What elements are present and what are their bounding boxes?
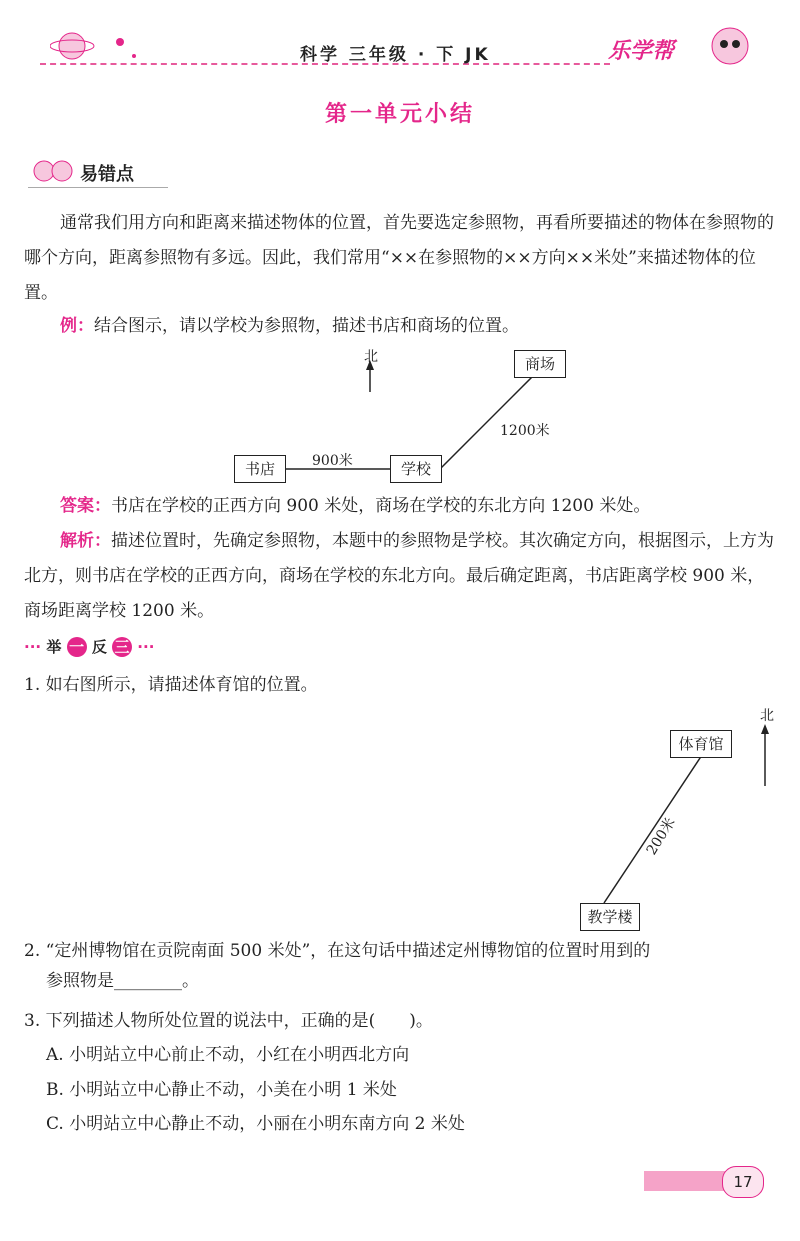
question-1: 1. 如右图所示，请描述体育馆的位置。 — [24, 675, 318, 695]
teaching-building-box: 教学楼 — [580, 903, 640, 931]
answer-blank[interactable]: ________ — [114, 971, 182, 991]
north-label-2: 北 — [760, 708, 774, 724]
practice-title: ··· 举 一 反 三 ··· — [24, 638, 155, 656]
option-b: B. 小明站立中心静止不动，小美在小明 1 米处 — [46, 1080, 397, 1100]
distance-1200: 1200米 — [500, 423, 550, 439]
distance-200: 200米 — [643, 815, 679, 859]
page-bar — [644, 1171, 734, 1191]
brand-logo: 乐学帮 — [608, 39, 675, 64]
example-label: 例： — [60, 316, 94, 336]
answer — [60, 489, 776, 524]
header-subject: 科学 三年级 · 下 JK — [300, 45, 491, 65]
gym-box: 体育馆 — [670, 730, 732, 758]
mall-box: 商场 — [514, 350, 566, 378]
question-2: 2. “定州博物馆在贡院南面 500 米处”，在这句话中描述定州博物馆的位置时用到的 参照物是________。 — [24, 941, 651, 991]
planet-decoration — [50, 28, 140, 68]
section-mascot-icon — [30, 156, 76, 186]
bookstore-box: 书店 — [234, 455, 286, 483]
mascot-icon — [700, 24, 760, 68]
north-label: 北 — [364, 349, 378, 365]
page-title: 第一单元小结 — [324, 102, 475, 127]
option-a: A. 小明站立中心前止不动，小红在小明西北方向 — [46, 1045, 410, 1065]
example — [60, 309, 776, 344]
example-text: 结合图示，请以学校为参照物，描述书店和商场的位置。 — [94, 316, 519, 336]
section-underline — [28, 187, 168, 188]
distance-900: 900米 — [312, 453, 353, 469]
answer-text: 书店在学校的正西方向 900 米处，商场在学校的东北方向 1200 米处。 — [111, 496, 651, 516]
section-title: 易错点 — [80, 164, 134, 185]
school-box: 学校 — [390, 455, 442, 483]
intro-paragraph: 通常我们用方向和距离来描述物体的位置，首先要选定参照物，再看所要描述的物体在参照物的哪个方向，距离参照物有多远。因此，我们常用“××在参照物的××方向××米处”来描述物体的位置。 — [24, 213, 774, 303]
option-c: C. 小明站立中心静止不动，小丽在小明东南方向 2 米处 — [46, 1114, 465, 1134]
question-3: 3. 下列描述人物所处位置的说法中，正确的是( )。 — [24, 1011, 433, 1031]
page-number: 17 — [722, 1166, 764, 1198]
answer-label: 答案： — [60, 496, 111, 516]
analysis — [24, 524, 776, 629]
analysis-text: 描述位置时，先确定参照物，本题中的参照物是学校。其次确定方向，根据图示，上方为北方，则书店在学校的正西方向，商场在学校的东北方向。最后确定距离，书店距离学校 900 米，商场距离学校 1200 米。 — [24, 531, 774, 621]
analysis-label: 解析： — [60, 531, 111, 551]
